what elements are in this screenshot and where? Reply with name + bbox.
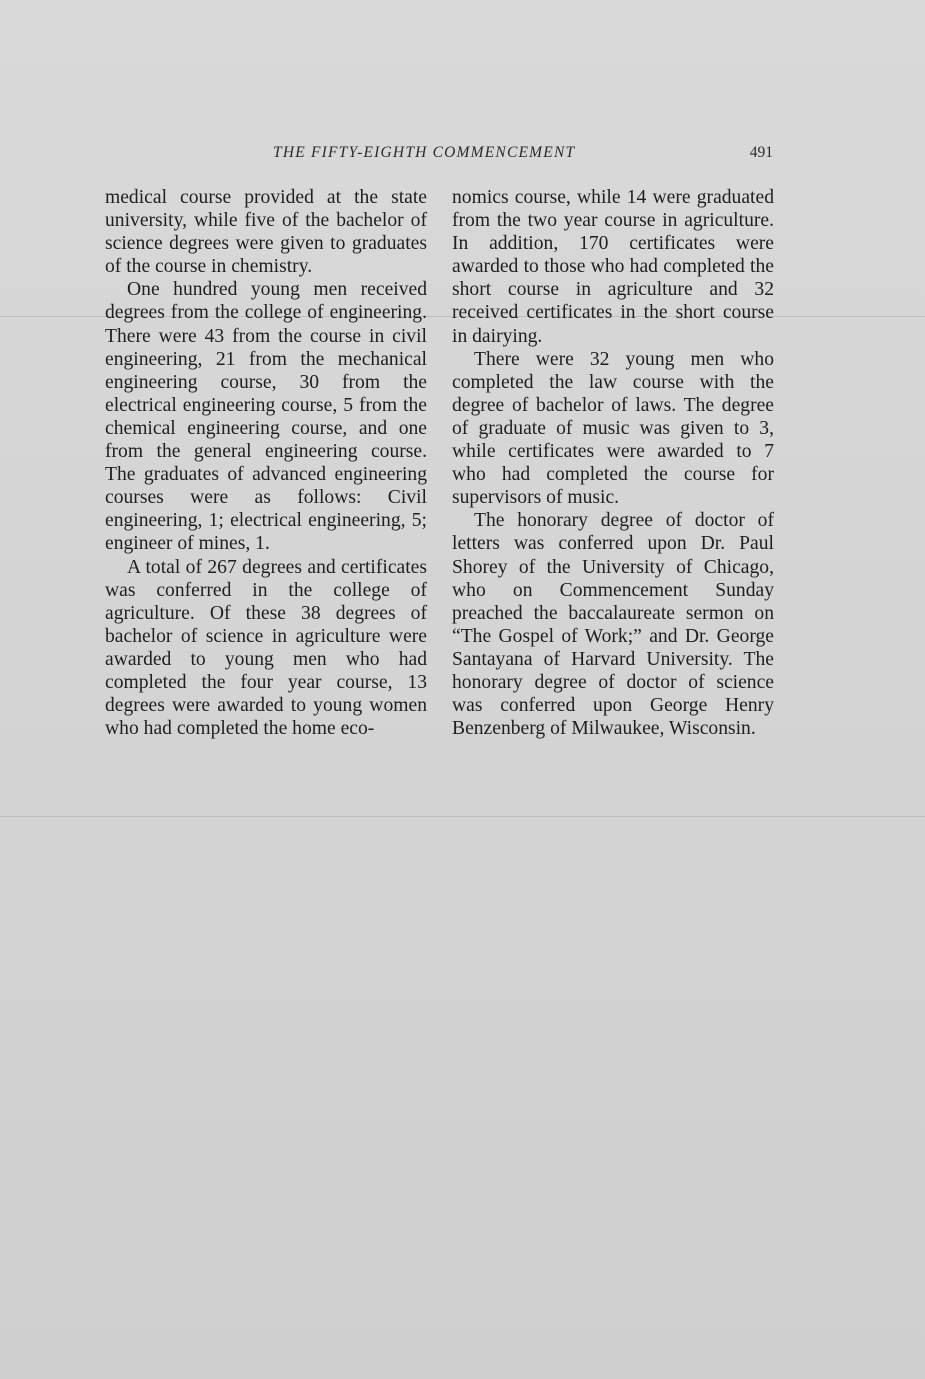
left-column bbox=[105, 186, 427, 740]
paragraph: One hundred young men received degrees from the college of engineering. There were 43 from the course in civil engineering, 21 from the mechanical engineering course, 30 from the electrical engineering course, 5 from the chemical engineering course, and one from the general engineering course. The graduates of advanced engineering courses were as follows: Civil engineering, 1; electrical engineering, 5; engineer of mines, 1. bbox=[105, 279, 427, 555]
page-number: 491 bbox=[749, 144, 773, 161]
paragraph: The honorary degree of doctor of letters was conferred upon Dr. Paul Shorey of the University of Chicago, who on Commencement Sunday preached the baccalaureate sermon on “The Gospel of Work;” and Dr. George Santayana of Harvard University. The honorary degree of doctor of science was conferred upon George Henry Benzenberg of Milwaukee, Wisconsin. bbox=[452, 510, 774, 740]
running-title: THE FIFTY-EIGHTH COMMENCEMENT bbox=[273, 144, 576, 161]
paper-crease bbox=[0, 816, 925, 817]
paragraph: There were 32 young men who completed the law course with the degree of bachelor of laws. The degree of graduate of music was given to 3, while certificates were awarded to 7 who had completed the course for supervisors of music. bbox=[452, 348, 774, 509]
paragraph: medical course provided at the state university, while five of the bachelor of science degrees were given to graduates of the course in chemistry. bbox=[105, 187, 427, 278]
paragraph: A total of 267 degrees and certificates was conferred in the college of agriculture. Of these 38 degrees of bachelor of science in agriculture were awarded to young men who had completed the four year course, 13 degrees were awarded to young women who had completed the home eco- bbox=[105, 556, 427, 740]
right-column bbox=[452, 186, 774, 740]
running-head bbox=[105, 144, 775, 166]
paragraph: nomics course, while 14 were graduated from the two year course in agriculture. In addition, 170 certificates were awarded to those who had completed the short course in agriculture and 32 received certificates in the short course in dairying. bbox=[452, 187, 774, 347]
